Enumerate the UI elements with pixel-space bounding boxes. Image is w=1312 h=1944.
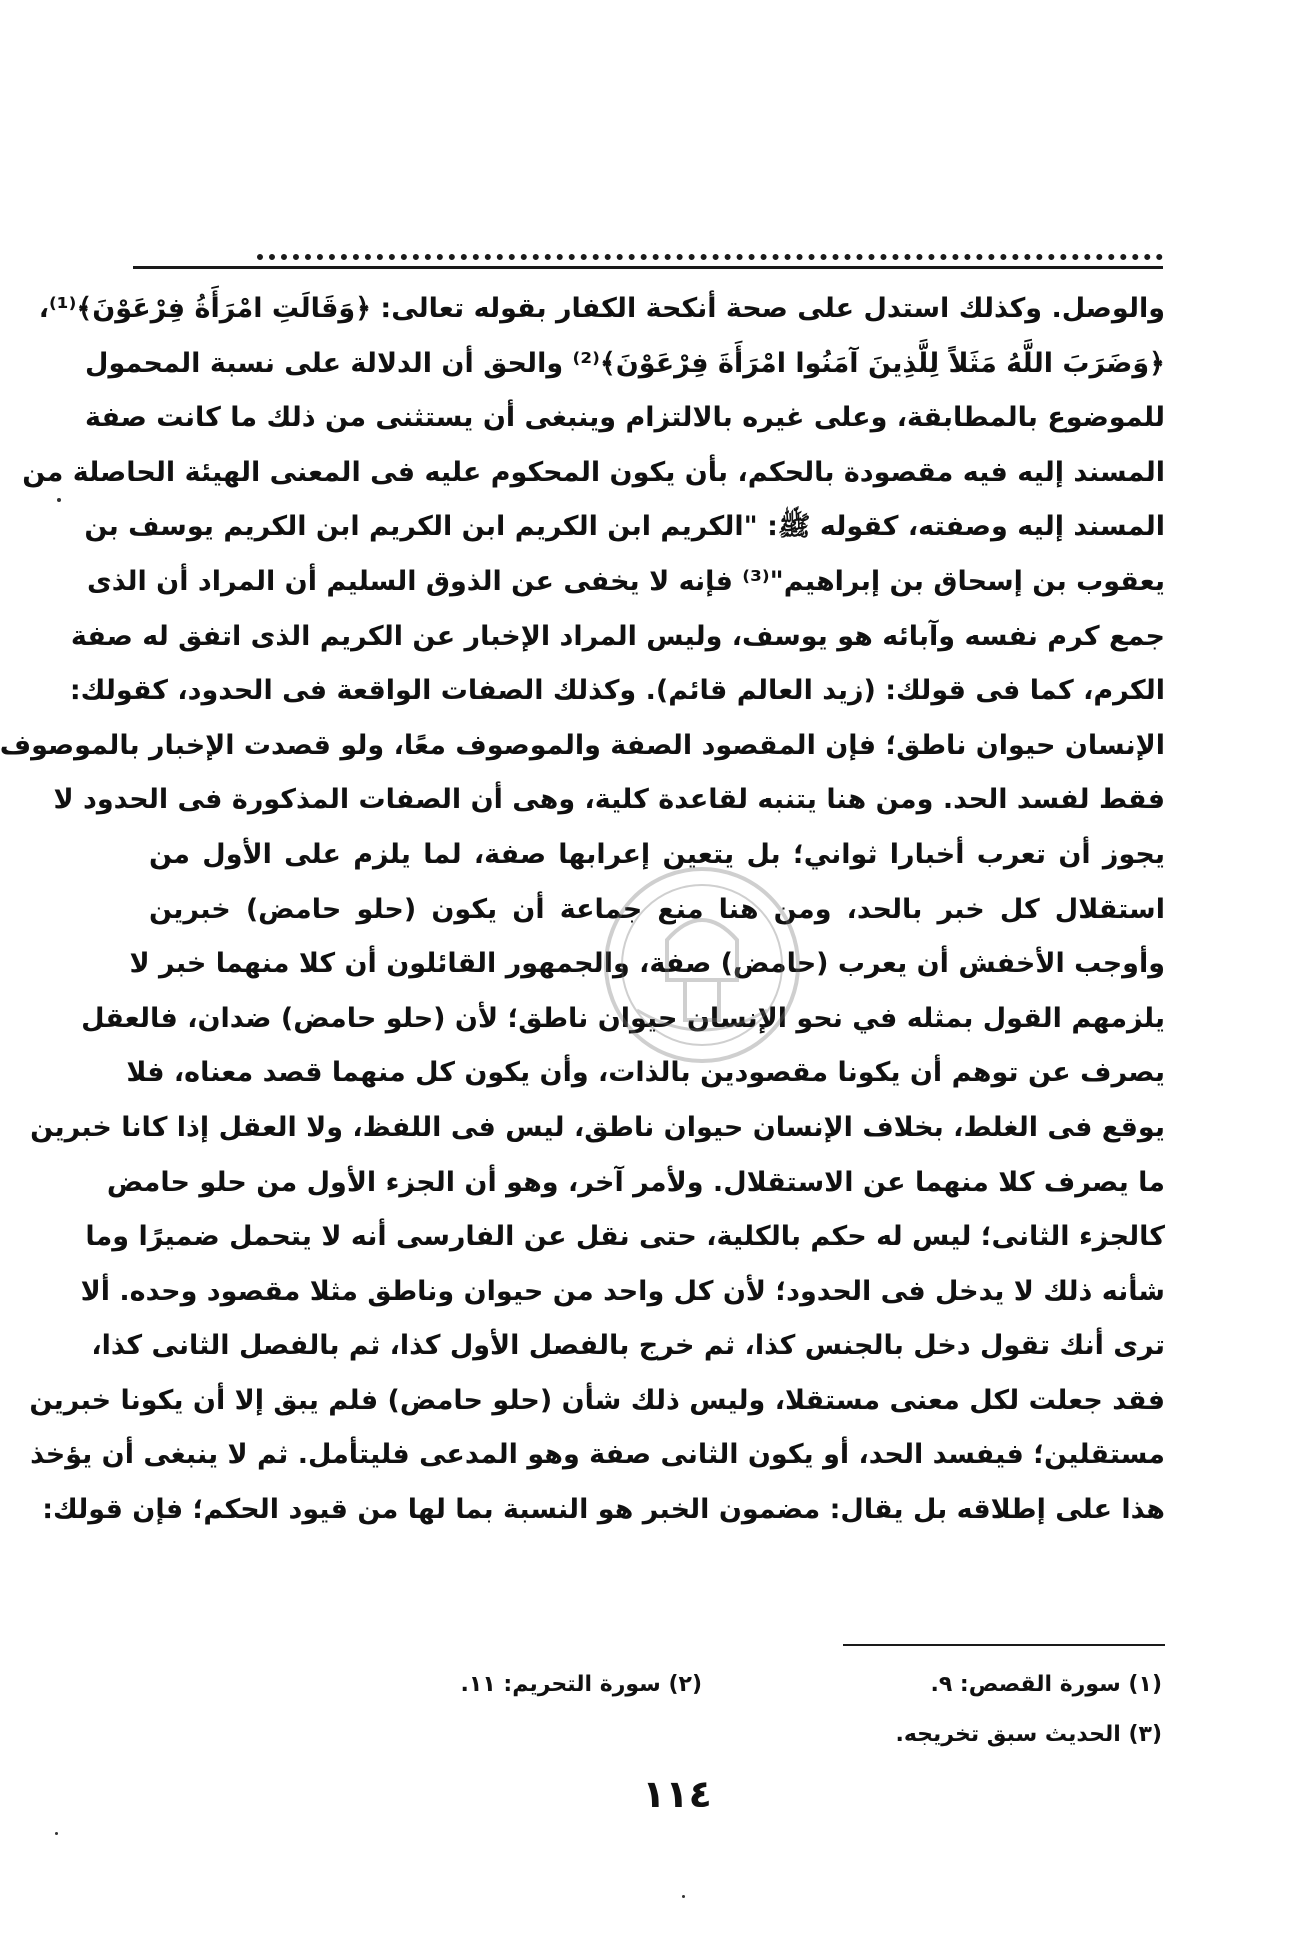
text-line: المسند إليه وصفته، كقوله ﷺ: "الكريم ابن الكريم ابن الكريم ابن الكريم يوسف بن [84, 511, 1165, 543]
page-number: ١١٤ [642, 1772, 712, 1816]
text-line: يوقع فى الغلط، بخلاف الإنسان حيوان ناطق، ليس فى اللفظ، ولا العقل إذا كانا خبرين [30, 1111, 1165, 1143]
text-line: ﴿وَضَرَبَ اللَّهُ مَثَلاً لِلَّذِينَ آمَنُوا امْرَأَةَ فِرْعَوْنَ﴾⁽²⁾ والحق أن الدلالة على نسبة المحمول [85, 347, 1165, 379]
text-line: فقط لفسد الحد. ومن هنا يتنبه لقاعدة كلية، وهى أن الصفات المذكورة فى الحدود لا [53, 784, 1165, 816]
text-line: شأنه ذلك لا يدخل فى الحدود؛ لأن كل واحد من حيوان وناطق مثلا مقصود وحده. ألا [80, 1275, 1165, 1307]
scan-speck [682, 1895, 685, 1898]
text-line: ترى أنك تقول دخل بالجنس كذا، ثم خرج بالفصل الأول كذا، ثم بالفصل الثانى كذا، [91, 1330, 1165, 1362]
text-line: يلزمهم القول بمثله في نحو الإنسان حيوان ناطق؛ لأن (حلو حامض) ضدان، فالعقل [81, 1002, 1165, 1034]
text-line: الإنسان حيوان ناطق؛ فإن المقصود الصفة والموصوف معًا، ولو قصدت الإخبار بالموصوف [0, 729, 1165, 761]
header-solid-rule [133, 266, 1163, 269]
text-line: جمع كرم نفسه وآبائه هو يوسف، وليس المراد الإخبار عن الكريم الذى اتفق له صفة [70, 620, 1165, 652]
text-line: كالجزء الثانى؛ ليس له حكم بالكلية، حتى نقل عن الفارسى أنه لا يتحمل ضميرًا وما [85, 1221, 1165, 1253]
text-line: يصرف عن توهم أن يكونا مقصودين بالذات، وأن يكون كل منهما قصد معناه، فلا [126, 1057, 1165, 1089]
text-line: مستقلين؛ فيفسد الحد، أو يكون الثانى صفة وهو المدعى فليتأمل. ثم لا ينبغى أن يؤخذ [30, 1439, 1165, 1471]
text-line: هذا على إطلاقه بل يقال: مضمون الخبر هو النسبة بما لها من قيود الحكم؛ فإن قولك: [42, 1494, 1165, 1526]
library-seal-watermark-icon [597, 860, 807, 1070]
footnote-separator [843, 1644, 1165, 1646]
text-line: للموضوع بالمطابقة، وعلى غيره بالالتزام وينبغى أن يستثنى من ذلك ما كانت صفة [84, 402, 1165, 434]
text-line: ما يصرف كلا منهما عن الاستقلال. ولأمر آخر، وهو أن الجزء الأول من حلو حامض [106, 1166, 1165, 1198]
text-line: فقد جعلت لكل معنى مستقلا، وليس ذلك شأن (حلو حامض) فلم يبق إلا أن يكونا خبرين [29, 1384, 1165, 1416]
scan-speck [55, 1832, 58, 1835]
text-line: المسند إليه فيه مقصودة بالحكم، بأن يكون المحكوم عليه فى المعنى الهيئة الحاصلة من [22, 456, 1165, 488]
text-line: يعقوب بن إسحاق بن إبراهيم"⁽³⁾ فإنه لا يخفى عن الذوق السليم أن المراد أن الذى [87, 565, 1165, 597]
header-dotted-rule [257, 254, 1163, 260]
footnote-3: (٣) الحديث سبق تخريجه. [895, 1722, 1162, 1747]
text-line: وأوجب الأخفش أن يعرب (حامض) صفة، والجمهور القائلون أن كلا منهما خبر لا [129, 948, 1165, 980]
text-line: يجوز أن تعرب أخبارا ثواني؛ بل يتعين إعرابها صفة، لما يلزم على الأول من [149, 838, 1165, 870]
footnote-2: (٢) سورة التحريم: ١١. [460, 1672, 702, 1697]
text-line: الكرم، كما فى قولك: (زيد العالم قائم). وكذلك الصفات الواقعة فى الحدود، كقولك: [69, 675, 1165, 707]
footnote-1: (١) سورة القصص: ٩. [930, 1672, 1162, 1697]
text-line: والوصل. وكذلك استدل على صحة أنكحة الكفار بقوله تعالى: ﴿وَقَالَتِ امْرَأَةُ فِرْعَوْنَ﴾⁽¹⁾، [38, 293, 1165, 324]
text-line: استقلال كل خبر بالحد، ومن هنا منع جماعة أن يكون (حلو حامض) خبرين [149, 893, 1165, 925]
scan-speck [57, 498, 61, 502]
